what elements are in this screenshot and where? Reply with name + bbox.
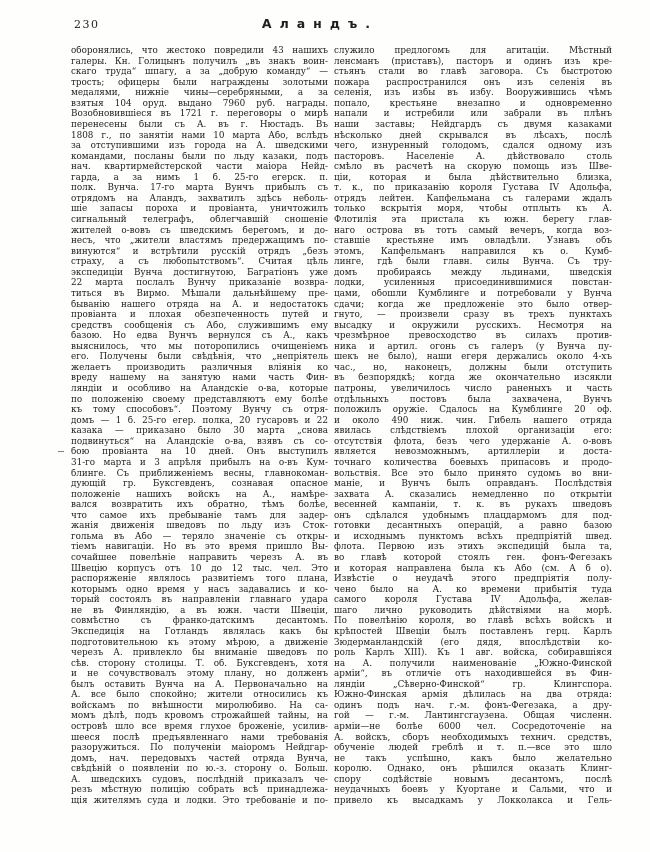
text-line: сигнальный телеграфъ, облегчавшій сношеніе [71, 215, 328, 225]
text-column-right [334, 46, 612, 807]
text-line: А. войскъ, сборъ необходимыхъ технич. средствъ, [334, 732, 612, 743]
text-line: чено было на А. ко времени прибытія туда [334, 584, 612, 595]
text-line: онъ сдѣлался удобнымъ плацдармомъ для под- [334, 510, 612, 521]
text-line: готовки десантныхъ операцій, а равно базою [334, 521, 612, 532]
text-line: 31-го марта и 3 апрѣля прибылъ на о-въ Кум- [71, 457, 328, 468]
text-line: только вскрытія моря, чтобы отплыть къ А. [334, 204, 612, 215]
text-line: явилась слѣдствіемъ плохой организаціи его: [334, 426, 612, 437]
text-line: за отступившими изъ города на А. шведскими [71, 141, 328, 152]
text-line: нач. квартирмейстерской части маіора Нейд- [71, 162, 328, 173]
text-line: черезъ А. привлекло бы вниманіе шведовъ по [71, 648, 328, 659]
text-line: скаго труда“ шпагу, а за „добрую команду“ — [71, 67, 328, 78]
text-line: не въ Финляндію, а въ южн. части Швеціи, [71, 605, 328, 616]
text-line: спору содѣйствіе новымъ десантомъ, послѣ [334, 774, 612, 785]
text-line: отрядъ лейтен. Капфельмана съ галерами ждалъ [334, 193, 612, 204]
text-line: и которая направлена была къ Або (см. А б о). [334, 563, 612, 574]
text-line: отрядомъ на Аландъ, захватилъ здѣсь неболь- [71, 193, 328, 204]
text-line: титься въ Вирмо. Мѣшали дальнѣйшему пре- [71, 288, 328, 299]
text-line: винуются“ и встрѣтили русскій отрядъ „безъ [71, 246, 328, 257]
text-line: стьянъ стали во главѣ заговора. Съ быстротою [334, 67, 612, 78]
text-line: домъ пробираясь между льдинами, шведскія [334, 267, 612, 278]
scan-artifact-dash [58, 451, 64, 452]
text-line: и исходнымъ пунктомъ всѣхъ предпріятій швед. [334, 531, 612, 542]
text-line: 1808 г., по занятіи нами 10 марта Або, вслѣдъ [71, 130, 328, 141]
text-line: командами, посланы были по льду казаки, подъ [71, 151, 328, 162]
text-line: является невозможнымъ, артиллеріи и доста- [334, 447, 612, 458]
text-line: страху, а съ любопытствомъ“. Считая цѣль [71, 257, 328, 268]
text-line: резъ мѣстную полицію собрать всѣ принадлежа- [71, 785, 328, 796]
text-line: вреду нашему на занятую нами часть Фин- [71, 373, 328, 384]
text-line: маніе, и Вунчъ былъ оправданъ. Послѣдствія [334, 479, 612, 490]
text-line: по положенію своему представляютъ ему болѣе [71, 394, 328, 405]
text-line: чрезмѣрное превосходство въ силахъ против- [334, 331, 612, 342]
text-line: гарда, а за нимъ 1 б. 25-го егерск. п. [71, 172, 328, 183]
text-line: войскамъ по внѣшности миролюбиво. На са- [71, 700, 328, 711]
text-line: тіемъ навигаціи. Но въ это время пришло Вы- [71, 542, 328, 553]
text-line: 22 марта послалъ Вунчу приказаніе возвра- [71, 278, 328, 289]
text-line: сдачи; когда же предложеніе это было отвер- [334, 299, 612, 310]
text-line: королю. Однако, онъ рѣшился оказать Клинг- [334, 764, 612, 775]
text-line: ляндіи „Сѣверно-Финской“ гр. Клингспора. [334, 679, 612, 690]
text-line: шееся послѣ предъявленнаго нами требованія [71, 732, 328, 743]
text-line: не такъ успѣшно, какъ было желательно [334, 753, 612, 764]
text-line: галеры. Кн. Голицынъ получилъ „въ знакъ воин- [71, 56, 328, 67]
text-line: желаетъ производить различныя вліянія ко [71, 362, 328, 373]
text-line: весенней кампаніи, т. к. въ рукахъ шведовъ [334, 500, 612, 511]
text-line: лодки, усиленныя присоединившимися повстан- [334, 278, 612, 289]
text-line: щія жителямъ суда и лодки. Это требованіе и по- [71, 795, 328, 806]
text-line: совмѣстно съ франко-датскимъ десантомъ. [71, 616, 328, 627]
text-line: гой — г.-м. Лантингсгаузена. Общая численн. [334, 711, 612, 722]
text-line: распоряженіе являлось развитіемъ того плана, [71, 574, 328, 585]
text-line: въ безпорядкѣ; когда же окончательно изсякли [334, 373, 612, 384]
text-line: бою провіанта на 10 дней. Онъ выступилъ [71, 447, 328, 458]
text-line: линге, гдѣ были главн. силы Вунча. Съ тру- [334, 257, 612, 268]
text-line: шіе запасы пороха и провіанта, уничтожилъ [71, 204, 328, 215]
text-line: перенесены были съ А. въ г. Нюстадъ. Въ [71, 119, 328, 130]
text-line: трость; офицеры были награждены золотыми [71, 77, 328, 88]
text-line: къ тому способовъ“. Поэтому Вунчу съ отря- [71, 405, 328, 416]
text-line: Флотилія эта пристала къ южн. берегу глав- [334, 215, 612, 225]
text-line: точнаго количества боевыхъ припасовъ и продо- [334, 457, 612, 468]
text-line: момъ дѣлѣ, подъ кровомъ строжайшей тайны, на [71, 711, 328, 722]
text-column-left [71, 46, 328, 807]
text-line: наши заставы; Нейдгардъ съ двумя казаками [334, 119, 612, 130]
text-line: подготовительною къ этому мѣрою, а движеніе [71, 637, 328, 648]
text-line: самого короля Густава IV Адольфа, желав- [334, 595, 612, 606]
text-line: цами, обошли Кумблинге и потребовали у Вунча [334, 288, 612, 299]
page-number: 230 [74, 18, 100, 31]
text-line: отсутствія флота, безъ чего удержаніе А. о-вовъ [334, 436, 612, 447]
text-line: патроны, увеличилось число раненыхъ и часть [334, 384, 612, 394]
text-line: Зюдерманландскій (его дядя, впослѣдствіи ко- [334, 637, 612, 648]
text-line: базою. Но едва Вунчъ вернулся съ А., какъ [71, 331, 328, 342]
text-line: провіанта и плохая обезпеченность путей и [71, 310, 328, 321]
text-line: ляндіи и особливо на Аландскіе о-ва, которые [71, 384, 328, 394]
text-line: медалями, нижніе чины—серебряными, а за [71, 88, 328, 99]
text-line: полк. Вунча. 17-го марта Вунчъ прибылъ съ [71, 183, 328, 194]
text-line: А. шведскихъ судовъ, послѣдній приказалъ че- [71, 774, 328, 785]
text-line: смѣло въ расчетѣ на скорую помощь изъ Шве- [334, 162, 612, 173]
text-line: выяснилось, что мы поторопились очищеніемъ [71, 341, 328, 352]
text-line: быванію нашего отряда на А. и недостатокъ [71, 299, 328, 310]
text-line: положилъ оружіе. Сдалось на Кумблинге 20 оф. [334, 405, 612, 416]
text-line: отдѣльныхъ постовъ была захвачена, Вунчъ [334, 394, 612, 405]
text-line: Экспедиція на Готландъ являлась какъ бы [71, 626, 328, 637]
text-line: высадку и окружили русскихъ. Несмотря на [334, 320, 612, 331]
text-line: привело къ высадкамъ у Локколакса и Гель- [334, 795, 612, 806]
text-line: свѣдѣній о появленіи по ю.-з. сторону о. Больш. [71, 764, 328, 775]
text-line: арміи—не болѣе 6000 чел. Сосредоточеніе на [334, 722, 612, 732]
text-line: которымъ одно время у насъ задавались и ко- [71, 584, 328, 595]
text-line: нѣсколько дней скрывался въ лѣсахъ, послѣ [334, 130, 612, 141]
text-line: что самое ихъ пребываніе тамъ для задер- [71, 510, 328, 521]
text-line: гнуто, — произвели сразу въ трехъ пунктахъ [334, 310, 612, 321]
text-line: подвинуться“ на Аландскіе о-ва, взявъ съ со- [71, 436, 328, 447]
text-line: оборонялись, что жестоко повредили 43 нашихъ [71, 46, 328, 56]
text-line: Извѣстіе о неудачѣ этого предпріятія полу- [334, 574, 612, 585]
text-line: напали и истребили или забрали въ плѣнъ [334, 109, 612, 120]
text-line: наго острова въ тотъ самый вечеръ, когда воз- [334, 225, 612, 236]
text-line: роль Карлъ XIII). Къ 1 авг. войска, собиравшіяся [334, 648, 612, 659]
text-line: дующій гр. Буксгевденъ, сознавая опасное [71, 479, 328, 490]
text-line: гольма въ Або — теряло значеніе съ откры- [71, 531, 328, 542]
text-line: шаго лично руководить дѣйствіями на морѣ. [334, 605, 612, 616]
text-line: служило предлогомъ для агитаціи. Мѣстный [334, 46, 612, 56]
text-line: пожара распространился онъ изъ селенія въ [334, 77, 612, 88]
text-line: захвата А. сказались немедленно по открытіи [334, 489, 612, 500]
text-line: островѣ шло все время глухое броженіе, усилив- [71, 722, 328, 732]
text-line: несъ, что „жители властямъ предержащимъ по- [71, 236, 328, 247]
text-line: попало, крестьяне внезапно и одновременно [334, 98, 612, 109]
text-line: Возобновившіеся въ 1721 г. переговоры о мирѣ [71, 109, 328, 120]
text-line: торый состоялъ въ направленіи главнаго удара [71, 595, 328, 606]
text-line: вольствія. Все это было принято судомъ во вни- [334, 468, 612, 479]
text-line: жителей о-вовъ съ шведскимъ берегомъ, и до- [71, 225, 328, 236]
text-line: шекъ не было), наши егеря держались около 4-хъ [334, 352, 612, 363]
text-line: Южно-Финская армія дѣлилась на два отряда: [334, 690, 612, 701]
text-line: т. к., по приказанію короля Густава IV Адольфа, [334, 183, 612, 194]
text-line: крѣпостей Швеціи былъ поставленъ герц. Карлъ [334, 626, 612, 637]
text-line: и не сочувствовалъ этому плану, но долженъ [71, 669, 328, 680]
text-line: Швецію корпусъ отъ 10 до 12 тыс. чел. Это [71, 563, 328, 574]
text-line: жанія движенія шведовъ по льду изъ Сток- [71, 521, 328, 532]
text-line: вался возвратить ихъ обратно, тѣмъ болѣе, [71, 500, 328, 511]
text-line: взятыя 104 оруд. выдано 7960 руб. награды. [71, 98, 328, 109]
text-line: флота. Первою изъ этихъ экспедицій была та, [334, 542, 612, 553]
text-line: одинъ подъ нач. г.-м. фонъ-Фегезака, а дру- [334, 700, 612, 711]
text-line: казака — приказано было 30 марта „снова [71, 426, 328, 437]
text-line: А. все было спокойно; жители относились къ [71, 690, 328, 701]
text-line: на А. получили наименованіе „Южно-Финской [334, 658, 612, 669]
text-line: обученіе людей греблѣ и т. п.—все это шло [334, 743, 612, 754]
text-line: разоружиться. По полученіи маіоромъ Нейдгар- [71, 743, 328, 754]
text-line: сѣв. сторону столицы. Т. об. Буксгевденъ, хотя [71, 658, 328, 669]
text-line: арміи“, въ отличіе отъ находившейся въ Фин- [334, 669, 612, 680]
text-line: его. Получены были свѣдѣнія, что „непріятель [71, 352, 328, 363]
text-line: неудачныхъ боевъ у Куортане и Сальми, что и [334, 785, 612, 796]
text-line: час., но, наконецъ, должны были отступить [334, 362, 612, 373]
text-line: ціи, которая и была дѣйствительно близка, [334, 172, 612, 183]
text-line: селенія, изъ избы въ избу. Вооружившись чѣмъ [334, 88, 612, 99]
text-line: и около 490 ниж. чин. Гибель нашего отряда [334, 415, 612, 426]
text-line: ника и артил. огонь съ галеръ (у Вунча пу- [334, 341, 612, 352]
text-line: сочайшее повелѣніе направить черезъ А. въ [71, 553, 328, 563]
text-line: По повелѣнію короля, во главѣ всѣхъ войскъ и [334, 616, 612, 627]
text-line: домъ, нач. передовыхъ частей отряда Вунча, [71, 753, 328, 764]
text-line: пасторовъ. Населеніе А. дѣйствовало столь [334, 151, 612, 162]
text-line: этомъ, Капфельманъ направился къ о. Кумб- [334, 246, 612, 257]
page-title: Аландъ. [261, 16, 379, 31]
text-line: средствъ сообщенія съ Або, служившимъ ему [71, 320, 328, 331]
text-line: положеніе нашихъ войскъ на А., намѣре- [71, 489, 328, 500]
text-line: во главѣ которой стоялъ ген. фонъ-Фегезакъ [334, 553, 612, 563]
text-line: ленсманъ (приставъ), пасторъ и одинъ изъ кре- [334, 56, 612, 67]
text-line: былъ оставить Вунча на А. Первоначально на [71, 679, 328, 690]
text-line: ставшіе крестьяне имъ овладѣли. Узнавъ объ [334, 236, 612, 247]
text-line: блинге. Съ приближеніемъ весны, главнокоман- [71, 468, 328, 479]
text-line: домъ — 1 б. 25-го егер. полка, 20 гусаровъ и 22 [71, 415, 328, 426]
text-line: экспедиціи Вунча достигнутою, Багратіонъ уже [71, 267, 328, 278]
text-line: чего, изнуренный голодомъ, сдался одному изъ [334, 141, 612, 152]
